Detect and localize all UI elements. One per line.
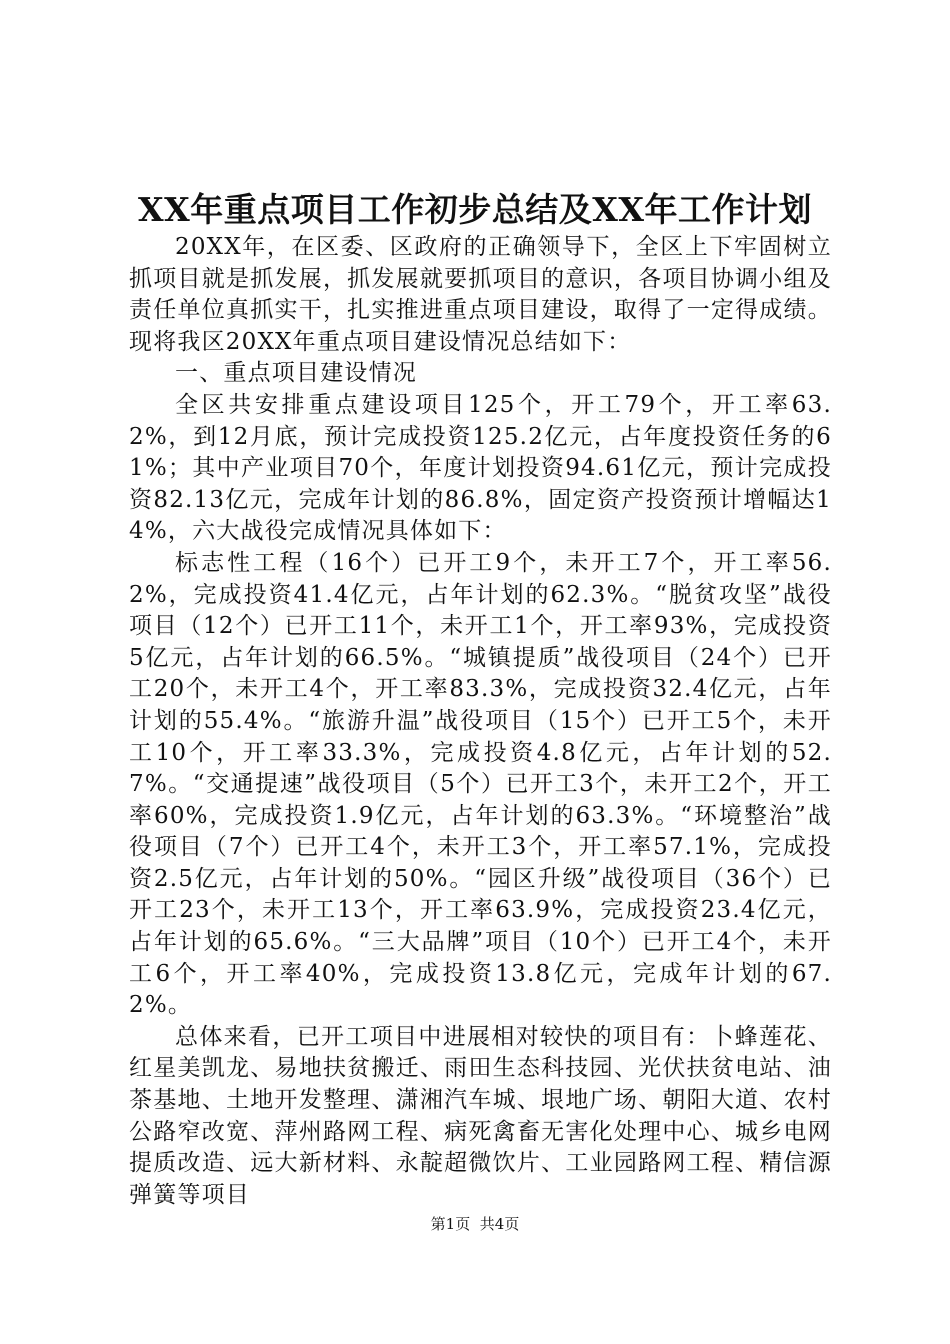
overview-paragraph: 全区共安排重点建设项目125个，开工79个，开工率63.2%，到12月底，预计完成投资125.2亿元，占年度投资任务的61%；其中产业项目70个，年度计划投资94.61亿元，预计完成投资82.13亿元，完成年计划的86.8%，固定资产投资预计增幅达14%，六大战役完成情况具体如下： xyxy=(129,391,832,545)
page-total xyxy=(475,1215,519,1233)
page-total-label: 共4页 xyxy=(479,1215,520,1233)
document-body xyxy=(129,232,832,1211)
progress-summary-paragraph: 总体来看，已开工项目中进展相对较快的项目有：卜蜂莲花、红星美凯龙、易地扶贫搬迁、雨田生态科技园、光伏扶贫电站、油茶基地、土地开发整理、潇湘汽车城、垠地广场、朝阳大道、农村公路窄改宽、萍州路网工程、病死禽畜无害化处理中心、城乡电网提质改造、远大新材料、永靛超微饮片、工业园路网工程、精信源弹簧等项目 xyxy=(129,1023,832,1208)
campaign-details-paragraph: 标志性工程（16个）已开工9个，未开工7个，开工率56.2%，完成投资41.4亿元，占年计划的62.3%。“脱贫攻坚”战役项目（12个）已开工11个，未开工1个，开工率93%，完成投资5亿元，占年计划的66.5%。“城镇提质”战役项目（24个）已开工20个，未开工4个，开工率83.3%，完成投资32.4亿元，占年计划的55.4%。“旅游升温”战役项目（15个）已开工5个，未开工10个，开工率33.3%，完成投资4.8亿元，占年计划的52.7%。“交通提速”战役项目（5个）已开工3个，未开工2个，开工率60%，完成投资1.9亿元，占年计划的63.3%。“环境整治”战役项目（7个）已开工4个，未开工3个，开工率57.1%，完成投资2.5亿元，占年计划的50%。“园区升级”战役项目（36个）已开工23个，未开工13个，开工率63.9%，完成投资23.4亿元，占年计划的65.6%。“三大品牌”项目（10个）已开工4个，未开工6个，开工率40%，完成投资13.8亿元，完成年计划的67.2%。 xyxy=(129,549,832,1019)
document-title: XX年重点项目工作初步总结及XX年工作计划 xyxy=(138,190,812,229)
section-heading: 一、重点项目建设情况 xyxy=(175,360,417,387)
intro-paragraph: 20XX年，在区委、区政府的正确领导下，全区上下牢固树立抓项目就是抓发展，抓发展就要抓项目的意识，各项目协调小组及责任单位真抓实干，扎实推进重点项目建设，取得了一定得成绩。现将我区20XX年重点项目建设情况总结如下： xyxy=(129,234,832,355)
page-number: 第1页 xyxy=(430,1215,471,1233)
page-footer xyxy=(0,1212,950,1236)
